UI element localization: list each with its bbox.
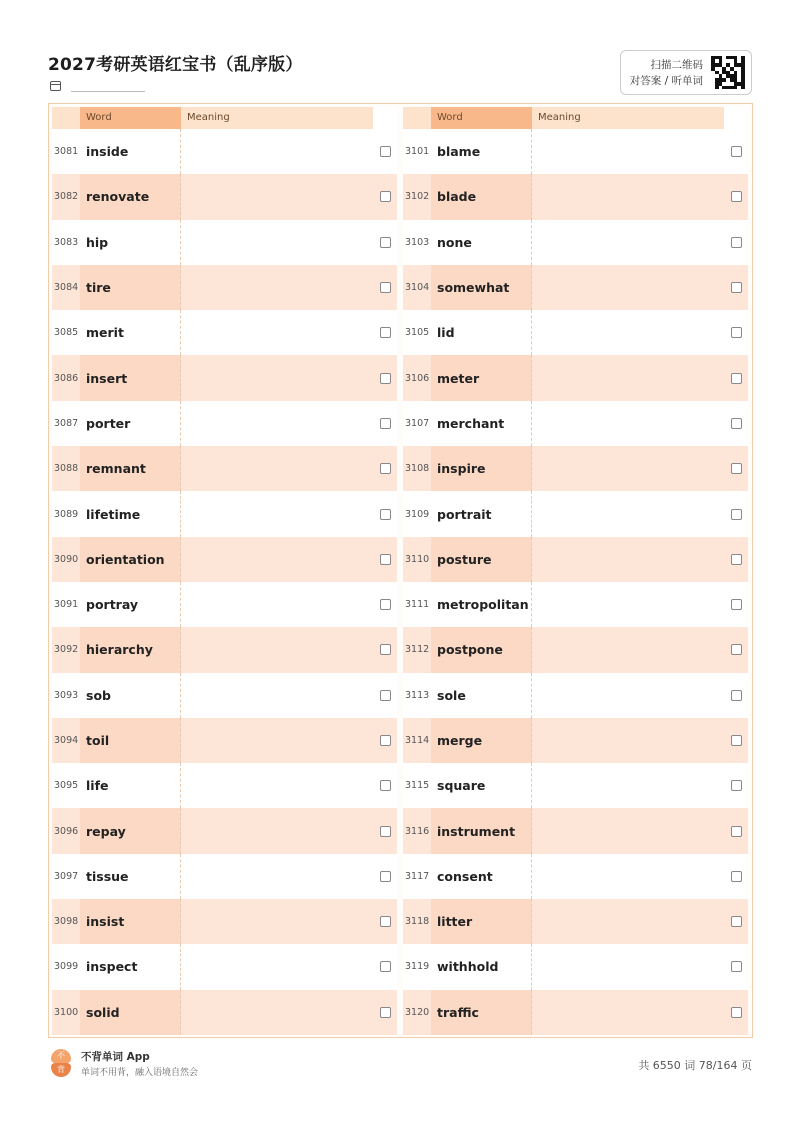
word-number: 3100 (54, 1006, 79, 1018)
app-name: 不背单词 App (81, 1051, 150, 1063)
meaning-blank[interactable] (181, 990, 373, 1035)
checkbox-icon[interactable] (380, 871, 391, 882)
table-row (403, 310, 748, 355)
word-number: 3081 (54, 146, 79, 158)
checkbox-cell (373, 808, 397, 853)
checkbox-cell (724, 673, 748, 718)
checkbox-cell (373, 763, 397, 808)
checkbox-icon[interactable] (731, 509, 742, 520)
word-text: lid (431, 310, 532, 355)
checkbox-cell (724, 763, 748, 808)
checkbox-cell (724, 355, 748, 400)
table-row (52, 491, 397, 536)
meaning-blank[interactable] (181, 582, 373, 627)
word-number: 3094 (54, 735, 79, 746)
word-number: 3107 (405, 417, 430, 429)
word-text: consent (431, 854, 532, 899)
checkbox-cell (724, 582, 748, 627)
app-slogan: 单词不用背，融入语境自然会 (81, 1068, 199, 1078)
right-table-body (403, 129, 748, 1035)
table-row (403, 446, 748, 491)
word-text: blame (431, 129, 532, 174)
checkbox-icon[interactable] (380, 644, 391, 655)
table-row (403, 355, 748, 400)
checkbox-icon[interactable] (731, 554, 742, 565)
word-text: somewhat (431, 265, 532, 310)
table-row (52, 582, 397, 627)
meaning-blank[interactable] (532, 990, 724, 1035)
meaning-blank[interactable] (181, 220, 373, 265)
table-row (403, 537, 748, 582)
checkbox-icon[interactable] (731, 282, 742, 293)
word-number: 3084 (54, 282, 79, 294)
table-row (403, 401, 748, 446)
checkbox-icon[interactable] (731, 237, 742, 248)
meaning-blank[interactable] (181, 129, 373, 174)
table-row (52, 854, 397, 899)
checkbox-icon[interactable] (380, 146, 391, 157)
word-text: inspect (80, 944, 181, 989)
table-row (403, 990, 748, 1035)
checkbox-icon[interactable] (731, 327, 742, 338)
checkbox-cell (724, 627, 748, 672)
meaning-blank[interactable] (532, 265, 724, 310)
word-text: renovate (80, 174, 181, 219)
meaning-blank[interactable] (532, 627, 724, 672)
checkbox-icon[interactable] (731, 961, 742, 972)
checkbox-cell (373, 220, 397, 265)
word-text: lifetime (80, 491, 181, 536)
meaning-blank[interactable] (181, 808, 373, 853)
checkbox-icon[interactable] (380, 1007, 391, 1018)
checkbox-cell (724, 718, 748, 763)
word-text: porter (80, 401, 181, 446)
checkbox-cell (373, 446, 397, 491)
checkbox-icon[interactable] (731, 599, 742, 610)
checkbox-cell (724, 265, 748, 310)
word-text: traffic (431, 990, 532, 1035)
checkbox-icon[interactable] (731, 826, 742, 837)
checkbox-icon[interactable] (731, 871, 742, 882)
meaning-blank[interactable] (181, 763, 373, 808)
word-text: metropolitan (431, 582, 532, 627)
table-row (52, 129, 397, 174)
checkbox-cell (373, 990, 397, 1035)
word-text: litter (431, 899, 532, 944)
word-number: 3101 (405, 146, 430, 158)
meaning-blank[interactable] (181, 537, 373, 582)
word-number: 3095 (54, 780, 79, 792)
meaning-blank[interactable] (181, 265, 373, 310)
word-number: 3106 (405, 372, 430, 384)
table-header (52, 107, 397, 129)
word-text: tissue (80, 854, 181, 899)
word-number: 3088 (54, 463, 79, 475)
meaning-blank[interactable] (181, 627, 373, 672)
table-row (403, 899, 748, 944)
word-text: toil (80, 718, 181, 763)
checkbox-cell (373, 673, 397, 718)
word-text: insert (80, 355, 181, 400)
word-text: inspire (431, 446, 532, 491)
table-row (52, 265, 397, 310)
word-number: 3085 (54, 327, 79, 339)
word-number: 3092 (54, 644, 79, 656)
table-row (52, 310, 397, 355)
table-row (52, 537, 397, 582)
checkbox-icon[interactable] (731, 644, 742, 655)
checkbox-icon[interactable] (380, 463, 391, 474)
checkbox-icon[interactable] (380, 735, 391, 746)
checkbox-icon[interactable] (731, 191, 742, 202)
table-row (52, 401, 397, 446)
checkbox-icon[interactable] (380, 780, 391, 791)
word-text: sob (80, 673, 181, 718)
word-text: orientation (80, 537, 181, 582)
meaning-blank[interactable] (532, 446, 724, 491)
word-text: merit (80, 310, 181, 355)
meaning-blank[interactable] (532, 310, 724, 355)
meaning-blank[interactable] (532, 718, 724, 763)
word-text: sole (431, 673, 532, 718)
word-number: 3112 (405, 644, 430, 656)
table-row (403, 582, 748, 627)
checkbox-icon[interactable] (731, 146, 742, 157)
table-row (52, 673, 397, 718)
table-row (52, 446, 397, 491)
checkbox-icon[interactable] (731, 418, 742, 429)
checkbox-icon[interactable] (380, 418, 391, 429)
word-text: hip (80, 220, 181, 265)
table-row (403, 944, 748, 989)
word-text: instrument (431, 808, 532, 853)
meaning-blank[interactable] (532, 491, 724, 536)
table-row (52, 627, 397, 672)
table-row (52, 220, 397, 265)
word-text: posture (431, 537, 532, 582)
word-text: meter (431, 355, 532, 400)
meaning-blank[interactable] (532, 582, 724, 627)
word-column-header: Word (80, 107, 181, 129)
checkbox-cell (373, 310, 397, 355)
checkbox-cell (373, 491, 397, 536)
checkbox-icon[interactable] (380, 509, 391, 520)
word-number: 3116 (405, 825, 430, 837)
checkbox-cell (373, 899, 397, 944)
meaning-blank[interactable] (532, 763, 724, 808)
checkbox-icon[interactable] (380, 191, 391, 202)
left-table-body (52, 129, 397, 1035)
checkbox-icon[interactable] (380, 916, 391, 927)
table-row (52, 355, 397, 400)
qr-code-icon[interactable] (711, 56, 745, 90)
word-text: none (431, 220, 532, 265)
meaning-blank[interactable] (532, 220, 724, 265)
table-row (52, 899, 397, 944)
checkbox-cell (373, 627, 397, 672)
word-number: 3108 (405, 463, 430, 475)
qr-panel[interactable] (620, 50, 752, 95)
checkbox-cell (724, 220, 748, 265)
checkbox-icon[interactable] (380, 282, 391, 293)
meaning-blank[interactable] (532, 899, 724, 944)
checkbox-icon[interactable] (380, 961, 391, 972)
checkbox-cell (373, 174, 397, 219)
qr-caption-line2: 对答案 / 听单词 (629, 74, 703, 87)
checkbox-icon[interactable] (380, 690, 391, 701)
word-number: 3117 (405, 870, 430, 882)
table-row (403, 763, 748, 808)
word-number: 3102 (405, 191, 430, 203)
meaning-column-header: Meaning (532, 107, 724, 129)
meaning-blank[interactable] (532, 537, 724, 582)
meaning-blank[interactable] (181, 944, 373, 989)
meaning-blank[interactable] (181, 401, 373, 446)
checkbox-icon[interactable] (731, 463, 742, 474)
word-number: 3114 (405, 735, 430, 746)
word-number: 3120 (405, 1006, 430, 1018)
meaning-blank[interactable] (532, 401, 724, 446)
word-number: 3119 (405, 961, 430, 973)
word-number: 3098 (54, 916, 79, 928)
word-text: hierarchy (80, 627, 181, 672)
page-title: 2027考研英语红宝书（乱序版） (48, 55, 303, 75)
word-text: tire (80, 265, 181, 310)
word-number: 3103 (405, 236, 430, 248)
word-number: 3082 (54, 191, 79, 203)
qr-caption (621, 57, 711, 89)
word-text: repay (80, 808, 181, 853)
word-number: 3090 (54, 553, 79, 565)
table-row (403, 718, 748, 763)
table-row (52, 990, 397, 1035)
checkbox-cell (724, 537, 748, 582)
checkbox-icon[interactable] (731, 373, 742, 384)
checkbox-cell (373, 265, 397, 310)
meaning-blank[interactable] (181, 310, 373, 355)
qr-caption-line1: 扫描二维码 (650, 58, 703, 71)
meaning-blank[interactable] (181, 446, 373, 491)
word-number: 3109 (405, 508, 430, 520)
date-blank-line (71, 80, 145, 92)
table-row (403, 854, 748, 899)
checkbox-icon[interactable] (380, 826, 391, 837)
meaning-blank[interactable] (532, 673, 724, 718)
word-column-header: Word (431, 107, 532, 129)
meaning-blank[interactable] (532, 808, 724, 853)
table-header (403, 107, 748, 129)
checkbox-cell (373, 537, 397, 582)
right-column (403, 107, 748, 1035)
word-number: 3086 (54, 372, 79, 384)
meaning-blank[interactable] (181, 899, 373, 944)
checkbox-cell (373, 854, 397, 899)
table-row (403, 808, 748, 853)
table-row (52, 174, 397, 219)
checkbox-cell (724, 491, 748, 536)
date-field (50, 80, 145, 92)
checkbox-cell (724, 944, 748, 989)
meaning-blank[interactable] (181, 854, 373, 899)
word-number: 3118 (405, 916, 430, 928)
word-text: postpone (431, 627, 532, 672)
table-row (403, 673, 748, 718)
meaning-blank[interactable] (181, 718, 373, 763)
table-row (52, 718, 397, 763)
table-row (403, 491, 748, 536)
checkbox-cell (724, 401, 748, 446)
table-row (403, 220, 748, 265)
word-number: 3096 (54, 825, 79, 837)
vocabulary-sheet (48, 103, 753, 1038)
word-number: 3087 (54, 417, 79, 429)
word-text: merge (431, 718, 532, 763)
word-text: merchant (431, 401, 532, 446)
checkbox-icon[interactable] (380, 599, 391, 610)
checkbox-cell (724, 990, 748, 1035)
checkbox-cell (373, 355, 397, 400)
word-text: insist (80, 899, 181, 944)
word-number: 3097 (54, 870, 79, 882)
checkbox-icon[interactable] (731, 1007, 742, 1018)
meaning-blank[interactable] (181, 174, 373, 219)
checkbox-cell (724, 808, 748, 853)
table-row (403, 129, 748, 174)
word-number: 3104 (405, 282, 430, 294)
word-number: 3105 (405, 327, 430, 339)
table-row (52, 763, 397, 808)
table-row (403, 627, 748, 672)
app-logo-icon (50, 1049, 72, 1077)
word-text: blade (431, 174, 532, 219)
page-info: 共 6550 词 78/164 页 (638, 1059, 752, 1072)
checkbox-cell (724, 174, 748, 219)
meaning-blank[interactable] (181, 355, 373, 400)
meaning-blank[interactable] (532, 129, 724, 174)
checkbox-icon[interactable] (380, 373, 391, 384)
meaning-blank[interactable] (532, 854, 724, 899)
checkbox-cell (724, 854, 748, 899)
meaning-blank[interactable] (181, 491, 373, 536)
word-number: 3083 (54, 236, 79, 248)
word-number: 3111 (405, 599, 430, 611)
checkbox-cell (373, 718, 397, 763)
checkbox-cell (724, 899, 748, 944)
checkbox-cell (724, 310, 748, 355)
checkbox-icon[interactable] (731, 690, 742, 701)
word-text: solid (80, 990, 181, 1035)
word-text: square (431, 763, 532, 808)
table-row (52, 944, 397, 989)
checkbox-cell (724, 129, 748, 174)
word-number: 3091 (54, 599, 79, 611)
checkbox-icon[interactable] (731, 780, 742, 791)
checkbox-icon[interactable] (380, 237, 391, 248)
table-row (403, 265, 748, 310)
checkbox-cell (373, 401, 397, 446)
meaning-blank[interactable] (181, 673, 373, 718)
checkbox-icon[interactable] (380, 554, 391, 565)
word-number: 3089 (54, 508, 79, 520)
checkbox-icon[interactable] (731, 916, 742, 927)
table-row (403, 174, 748, 219)
word-text: remnant (80, 446, 181, 491)
word-text: portray (80, 582, 181, 627)
table-row (52, 808, 397, 853)
meaning-column-header: Meaning (181, 107, 373, 129)
meaning-blank[interactable] (532, 174, 724, 219)
word-number: 3115 (405, 780, 430, 792)
word-text: life (80, 763, 181, 808)
calendar-icon (50, 81, 61, 91)
checkbox-cell (724, 446, 748, 491)
checkbox-icon[interactable] (731, 735, 742, 746)
word-number: 3099 (54, 961, 79, 973)
word-number: 3113 (405, 689, 430, 701)
word-text: withhold (431, 944, 532, 989)
word-number: 3093 (54, 689, 79, 701)
word-text: portrait (431, 491, 532, 536)
meaning-blank[interactable] (532, 355, 724, 400)
word-text: inside (80, 129, 181, 174)
meaning-blank[interactable] (532, 944, 724, 989)
logo-bottom-char: 背 (51, 1063, 71, 1077)
word-number: 3110 (405, 553, 430, 565)
checkbox-cell (373, 944, 397, 989)
logo-top-char: 不 (51, 1049, 71, 1063)
checkbox-icon[interactable] (380, 327, 391, 338)
left-column (52, 107, 397, 1035)
checkbox-cell (373, 582, 397, 627)
checkbox-cell (373, 129, 397, 174)
